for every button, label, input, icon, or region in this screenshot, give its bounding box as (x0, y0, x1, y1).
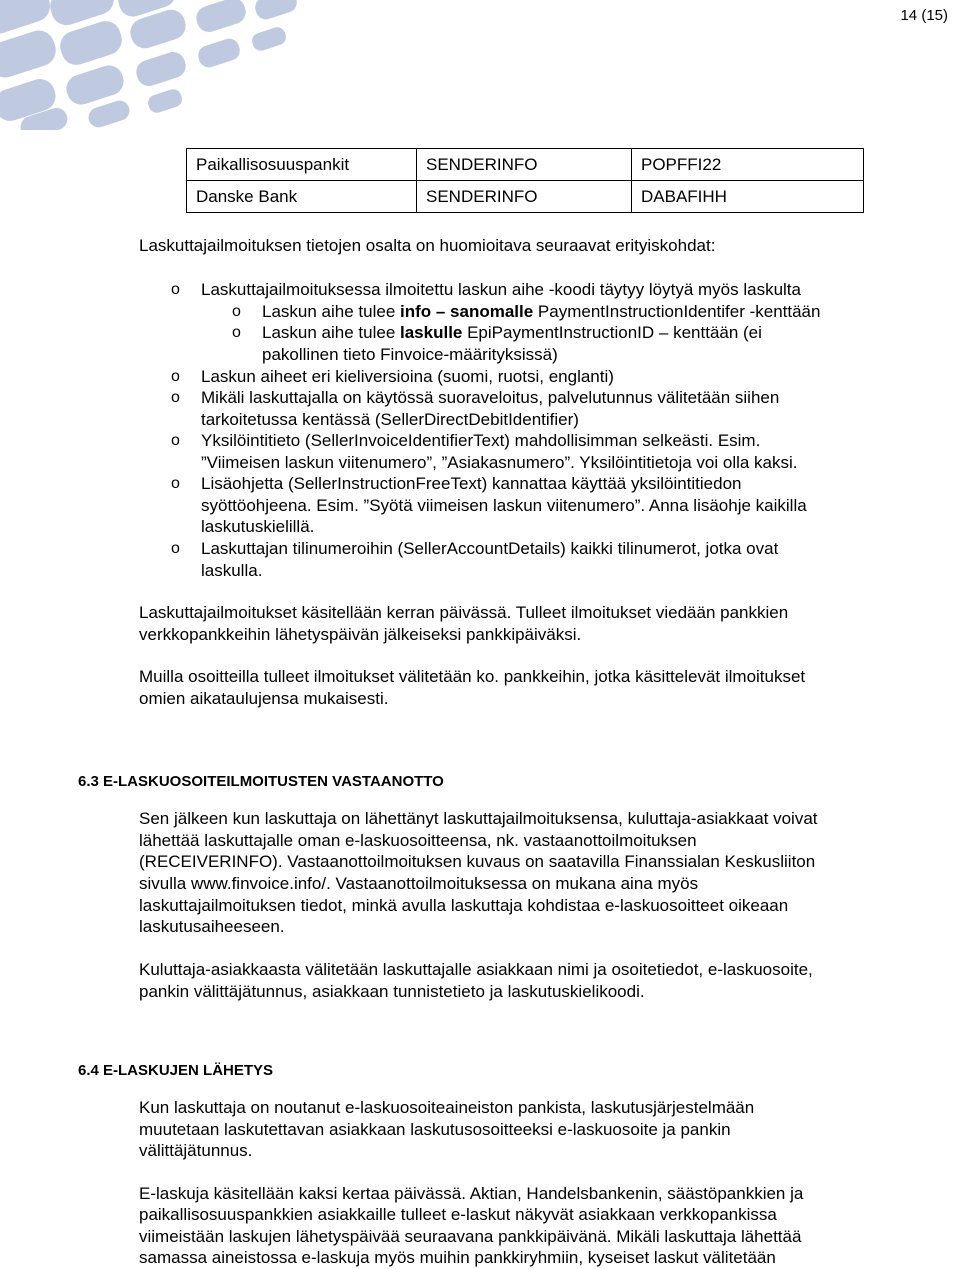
paragraph-2-line1: Muilla osoitteilla tulleet ilmoitukset välitetään ko. pankkeihin, jotka käsittelevät ilmoitukset (139, 667, 806, 686)
table-cell: Paikallisosuuspankit (187, 149, 417, 181)
table-cell: Danske Bank (187, 181, 417, 213)
section-6-3-line: lähettää laskuttajalle oman e-laskuosoitteensa, nk. vastaanottoilmoituksen (139, 831, 697, 850)
sub-bullet-1-pre: Laskun aihe tulee (262, 302, 400, 321)
table-cell: POPFFI22 (632, 149, 864, 181)
sub-bullet-2-line2: pakollinen tieto Finvoice-määrityksissä) (262, 345, 558, 364)
section-6-4-line: Kun laskuttaja on noutanut e-laskuosoiteaineiston pankista, laskutusjärjestelmään (139, 1098, 755, 1117)
bullet-marker: o (232, 324, 241, 341)
section-6-4-p2-line: viimeistään laskujen lähetyspäivää seuraavana pankkipäivänä. Mikäli laskuttaja lähettää (139, 1227, 802, 1246)
sub-bullet-2-post: EpiPaymentInstructionID – kenttään (ei (462, 323, 762, 342)
section-6-3-line: laskuttajailmoituksen tiedot, minkä avulla laskuttaja kohdistaa e-laskuosoitteet oikeaan (139, 896, 789, 915)
bullet-marker: o (171, 540, 180, 557)
header-decoration (0, 0, 340, 130)
table-cell: SENDERINFO (417, 181, 632, 213)
bullet-6-line2: laskulla. (201, 561, 263, 580)
bullet-2: Laskun aiheet eri kieliversioina (suomi, ruotsi, englanti) (201, 367, 614, 386)
bank-table (186, 148, 864, 213)
section-6-3-line: sivulla www.finvoice.info/. Vastaanottoilmoituksessa on mukana aina myös (139, 874, 699, 893)
bullet-marker: o (171, 475, 180, 492)
section-6-3-p2-line: Kuluttaja-asiakkaasta välitetään laskuttajalle asiakkaan nimi ja osoitetiedot, e-laskuosoite, (139, 960, 813, 979)
paragraph-1-line1: Laskuttajailmoitukset käsitellään kerran päivässä. Tulleet ilmoitukset viedään pankkien (139, 603, 789, 622)
bullet-5-line1: Lisäohjetta (SellerInstructionFreeText) kannattaa käyttää yksilöintitiedon (201, 474, 742, 493)
bullet-3-line2: tarkoitetussa kentässä (SellerDirectDebitIdentifier) (201, 410, 579, 429)
table-cell: DABAFIHH (632, 181, 864, 213)
bullet-marker: o (232, 303, 241, 320)
sub-bullet-2-bold: laskulle (400, 323, 463, 342)
section-6-3-p2-line: pankin välittäjätunnus, asiakkaan tunnistetieto ja laskutuskielikoodi. (139, 982, 645, 1001)
intro-text: Laskuttajailmoituksen tietojen osalta on huomioitava seuraavat erityiskohdat: (139, 236, 716, 255)
bullet-marker: o (171, 389, 180, 406)
section-6-4-p2-line: samassa aineistossa e-laskuja myös muihin pankkiryhmiin, kyseiset laskut välitetään (139, 1248, 776, 1267)
section-6-4-p2-line: paikallisosuuspankkien asiakkaille tulleet e-laskut näkyvät asiakkaan verkkopankissa (139, 1205, 777, 1224)
paragraph-1-line2: verkkopankkeihin lähetyspäivän jälkeiseksi pankkipäiväksi. (139, 625, 582, 644)
sub-bullet-2-pre: Laskun aihe tulee (262, 323, 400, 342)
section-heading-6-4: 6.4 E-LASKUJEN LÄHETYS (78, 1062, 274, 1079)
bullet-5-line2: syöttöohjeena. Esim. ”Syötä viimeisen laskun viitenumero”. Anna lisäohje kaikilla (201, 496, 807, 515)
section-heading-6-3: 6.3 E-LASKUOSOITEILMOITUSTEN VASTAANOTTO (78, 773, 444, 790)
section-6-4-p2-line: E-laskuja käsitellään kaksi kertaa päivässä. Aktian, Handelsbankenin, säästöpankkien ja (139, 1184, 804, 1203)
bullet-4-line1: Yksilöintitieto (SellerInvoiceIdentifierText) mahdollisimman selkeästi. Esim. (201, 431, 761, 450)
bullet-marker: o (171, 281, 180, 298)
bullet-4-line2: ”Viimeisen laskun viitenumero”, ”Asiakasnumero”. Yksilöintitietoja voi olla kaksi. (201, 453, 798, 472)
bullet-marker: o (171, 368, 180, 385)
table-cell: SENDERINFO (417, 149, 632, 181)
paragraph-2-line2: omien aikataulujensa mukaisesti. (139, 689, 389, 708)
sub-bullet-1-post: PaymentInstructionIdentifer -kenttään (533, 302, 821, 321)
section-6-3-line: Sen jälkeen kun laskuttaja on lähettänyt laskuttajailmoituksensa, kuluttaja-asiakkaat voivat (139, 809, 818, 828)
section-6-4-line: muutetaan laskutettavan asiakkaan laskutusosoitteeksi e-laskuosoite ja pankin (139, 1120, 731, 1139)
bullet-marker: o (171, 432, 180, 449)
section-6-3-line: laskutusaiheeseen. (139, 917, 285, 936)
bullet-6-line1: Laskuttajan tilinumeroihin (SellerAccountDetails) kaikki tilinumerot, jotka ovat (201, 539, 779, 558)
section-6-3-line: (RECEIVERINFO). Vastaanottoilmoituksen kuvaus on saatavilla Finanssialan Keskusliiton (139, 852, 816, 871)
bullet-3-line1: Mikäli laskuttajalla on käytössä suoraveloitus, palvelutunnus välitetään siihen (201, 388, 780, 407)
table-row (187, 181, 864, 213)
page-number: 14 (15) (900, 7, 948, 24)
sub-bullet-1 (262, 301, 820, 323)
bullet-5-line3: laskutuskielillä. (201, 517, 315, 536)
sub-bullet-2 (262, 322, 762, 344)
sub-bullet-1-bold: info – sanomalle (400, 302, 534, 321)
bullet-1: Laskuttajailmoituksessa ilmoitettu laskun aihe -koodi täytyy löytyä myös laskulta (201, 280, 801, 299)
table-row (187, 149, 864, 181)
section-6-4-line: välittäjätunnus. (139, 1141, 253, 1160)
